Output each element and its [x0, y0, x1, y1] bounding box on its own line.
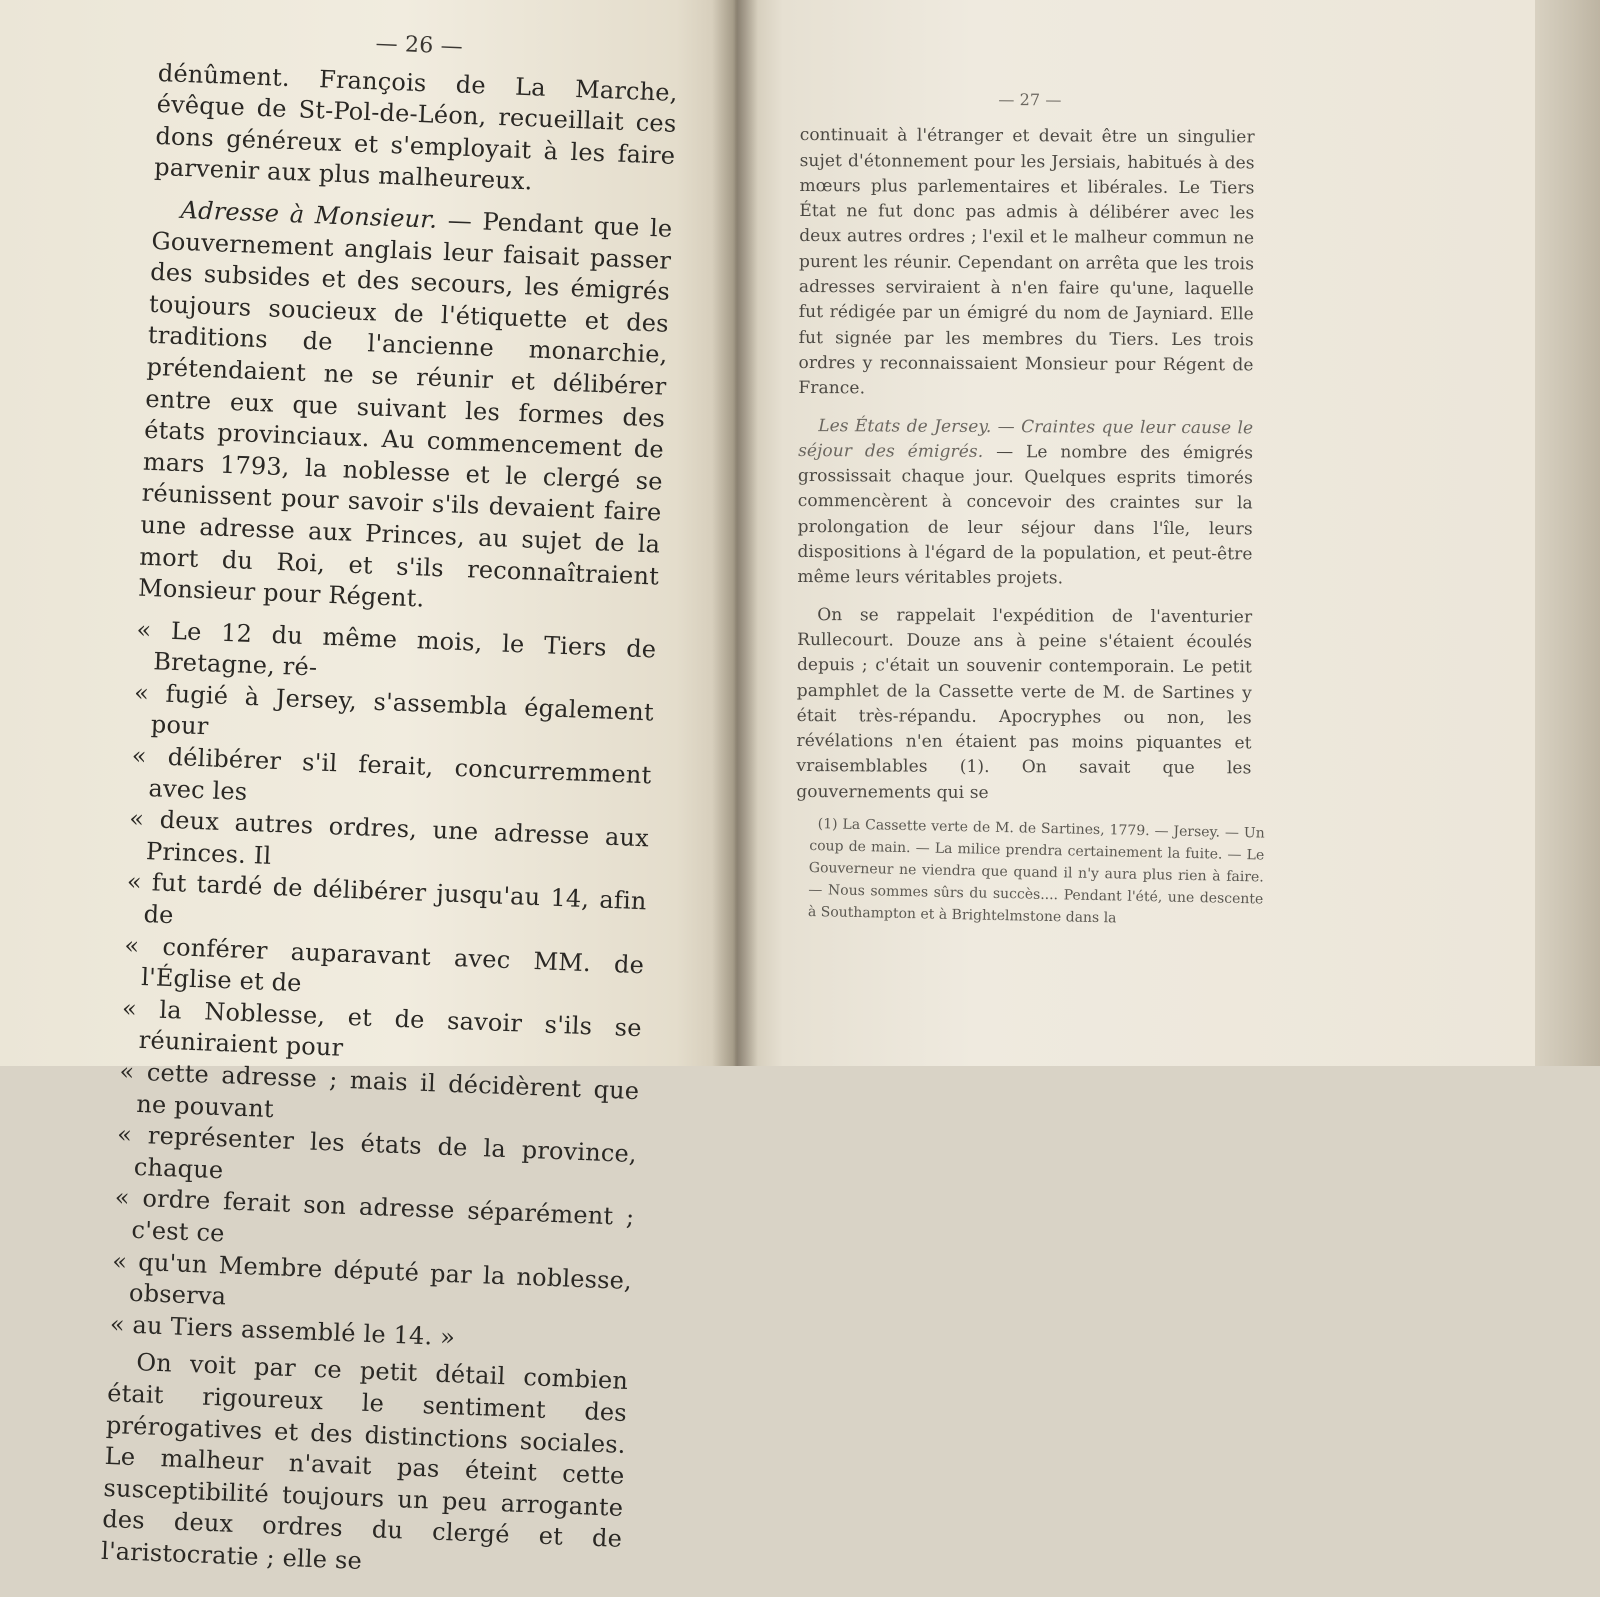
quote-line: « la Noblesse, et de savoir s'ils se réuniraient pour — [121, 994, 643, 1063]
quote-line: « cette adresse ; mais il décidèrent que ne pouvant — [119, 1057, 640, 1123]
quote-line: « qu'un Membre député par la noblesse, observa — [111, 1246, 633, 1311]
left-section-heading: Adresse à Monsieur. — [180, 195, 438, 234]
quote-line: « deux autres ordres, une adresse aux Princes. Il — [128, 804, 650, 870]
right-section-heading: Les États de Jersey. — Craintes que leur cause le séjour des émigrés. — [798, 415, 1254, 462]
quote-line: « délibérer s'il ferait, concurremment avec les — [131, 741, 652, 806]
book-gutter — [712, 0, 758, 1066]
left-paragraph-2 — [138, 194, 673, 624]
right-paragraph-1: continuait à l'étranger et devait être un singulier sujet d'étonnement pour les Jersiais, habitués à des mœurs plus parlementaires et libérales. Le Tiers État ne fut donc pas admis à délibérer avec les deux autres ordres ; l'exil et le malheur commun ne purent les réunir. Cependant on arrêta que les trois adresses serviraient à n'en faire qu'une, laquelle fut rédigée par un émigré du nom de Jayniard. Elle fut signée par les membres du Tiers. Les trois ordres y reconnaissaient Monsieur pour Régent de France. — [798, 125, 1255, 399]
left-paragraph-3: On voit par ce petit détail combien était rigoureux le sentiment des prérogatives et des distinctions sociales. Le malheur n'avait pas éteint cette susceptibilité toujours un peu arrogante des deux ordres du clergé et de l'aristocratie ; elle se — [100, 1348, 629, 1575]
right-page-text — [796, 86, 1255, 819]
left-quotation — [109, 614, 657, 1360]
quote-line: « fut tardé de délibérer jusqu'au 14, afin de — [126, 867, 648, 930]
left-page-text — [100, 20, 679, 1597]
page-edges — [1535, 0, 1600, 1066]
left-paragraph-2-body: — Pendant que le Gouvernement anglais leur faisait passer des subsides et des secours, les émigrés toujours soucieux de l'étiquette et des traditions de l'ancienne monarchie, prétendaient ne se réunir et délibérer entre eux que suivant les formes des états provinciaux. Au commencement de mars 1793, la noblesse et le clergé se réunissent pour savoir s'ils devaient faire une adresse aux Princes, au sujet de la mort du Roi, et s'ils reconnaîtraient Monsieur pour Régent. — [137, 205, 673, 613]
right-paragraph-3: On se rappelait l'expédition de l'aventurier Rullecourt. Douze ans à peine s'étaient écoulés depuis ; c'était un souvenir contemporain. Le petit pamphlet de la Cassette verte de M. de Sartines y était très-répandu. Apocryphes ou non, les révélations n'en étaient pas moins piquantes et vraisemblables (1). On savait que les gouvernements qui se — [796, 604, 1253, 803]
left-page-number: — 26 — — [375, 31, 464, 60]
right-page-number: — 27 — — [998, 90, 1062, 110]
left-paragraph-1: dénûment. François de La Marche, évêque de St-Pol-de-Léon, recueillait ces dons généreux et s'employait à les faire parvenir aux plus malheureux. — [153, 58, 679, 196]
footnote — [808, 813, 1265, 933]
quote-line: « au Tiers assemblé le 14. » — [109, 1309, 456, 1352]
quote-line: « conférer auparavant avec MM. de l'Église et de — [123, 930, 645, 998]
quote-line: « ordre ferait son adresse séparément ; c'est ce — [114, 1183, 635, 1248]
quote-line: « fugié à Jersey, s'assembla également pour — [133, 678, 655, 741]
footnote-text: (1) La Cassette verte de M. de Sartines, 1779. — Jersey. — Un coup de main. — La milice prendra certainement la fuite. — Le Gouverneur ne viendra que quand il n'y aura plus rien à faire. — Nous sommes sûrs du succès.... Pendant l'été, une descente à Southampton et à Brightelmstone dans la — [807, 816, 1265, 927]
quote-line: « représenter les états de la province, chaque — [116, 1120, 638, 1185]
quote-line: « Le 12 du même mois, le Tiers de Bretagne, ré- — [136, 615, 657, 682]
right-paragraph-2-body: — Le nombre des émigrés grossissait chaque jour. Quelques esprits timorés commencèrent à concevoir des craintes sur la prolongation de leur séjour dans l'île, leurs dispositions à l'égard de la population, et peut-être même leurs véritables projets. — [797, 441, 1254, 589]
right-paragraph-2 — [797, 414, 1253, 593]
